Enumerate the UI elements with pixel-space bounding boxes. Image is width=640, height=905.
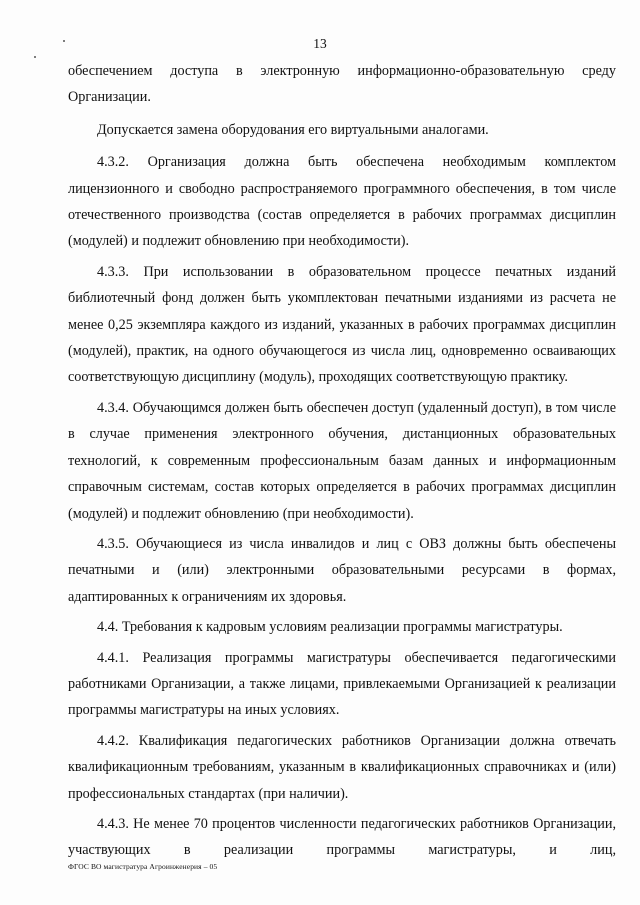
paragraph-4-3-4: 4.3.4. Обучающимся должен быть обеспечен доступ (удаленный доступ), в том числе в случае применения электронного обучения, дистанционных образовательных технологий, к современным профессиональным базам данных и информационным справочным системам, состав которых определяется в рабочих программах дисциплин (модулей) и подлежит обновлению (при необходимости).: [68, 399, 616, 522]
paragraph-4-3-2: 4.3.2. Организация должна быть обеспечена необходимым комплектом лицензионного и свободно распространяемого программного обеспечения, в том числе отечественного производства (состав определяется в рабочих программах дисциплин (модулей) и подлежит обновлению при необходимости).: [68, 154, 616, 250]
document-body: [68, 58, 616, 864]
page-footer: ФГОС ВО магистратура Агроинженерия – 05: [68, 862, 218, 871]
paragraph-4-4-heading: 4.4. Требования к кадровым условиям реализации программы магистратуры.: [97, 619, 563, 636]
paragraph-4-4-3: 4.4.3. Не менее 70 процентов численности педагогических работников Организации, участвующих в реализации программы магистратуры, и лиц,: [68, 815, 616, 859]
scan-speck: [34, 56, 36, 58]
paragraph-equipment-replacement: Допускается замена оборудования его виртуальными аналогами.: [97, 121, 489, 138]
paragraph-continuation: обеспечением доступа в электронную информационно-образовательную среду Организации.: [68, 63, 616, 106]
paragraph-4-3-3: 4.3.3. При использовании в образовательном процессе печатных изданий библиотечный фонд должен быть укомплектован печатными изданиями из расчета не менее 0,25 экземпляра каждого из изданий, указанных в рабочих программах дисциплин (модулей), практик, на одного обучающегося из числа лиц, одновременно осваивающих соответствующую дисциплину (модуль), проходящих соответствующую практику.: [68, 263, 616, 386]
page-number: 13: [313, 36, 327, 51]
paragraph-4-4-2: 4.4.2. Квалификация педагогических работников Организации должна отвечать квалификационным требованиям, указанным в квалификационных справочниках и (или) профессиональных стандартах (при наличии).: [68, 732, 616, 802]
paragraph-4-3-5: 4.3.5. Обучающиеся из числа инвалидов и лиц с ОВЗ должны быть обеспечены печатными и (или) электронными образовательными ресурсами в формах, адаптированных к ограничениям их здоровья.: [68, 535, 616, 605]
paragraph-4-4-1: 4.4.1. Реализация программы магистратуры обеспечивается педагогическими работниками Организации, а также лицами, привлекаемыми Организацией к реализации программы магистратуры на иных условиях.: [68, 649, 616, 719]
